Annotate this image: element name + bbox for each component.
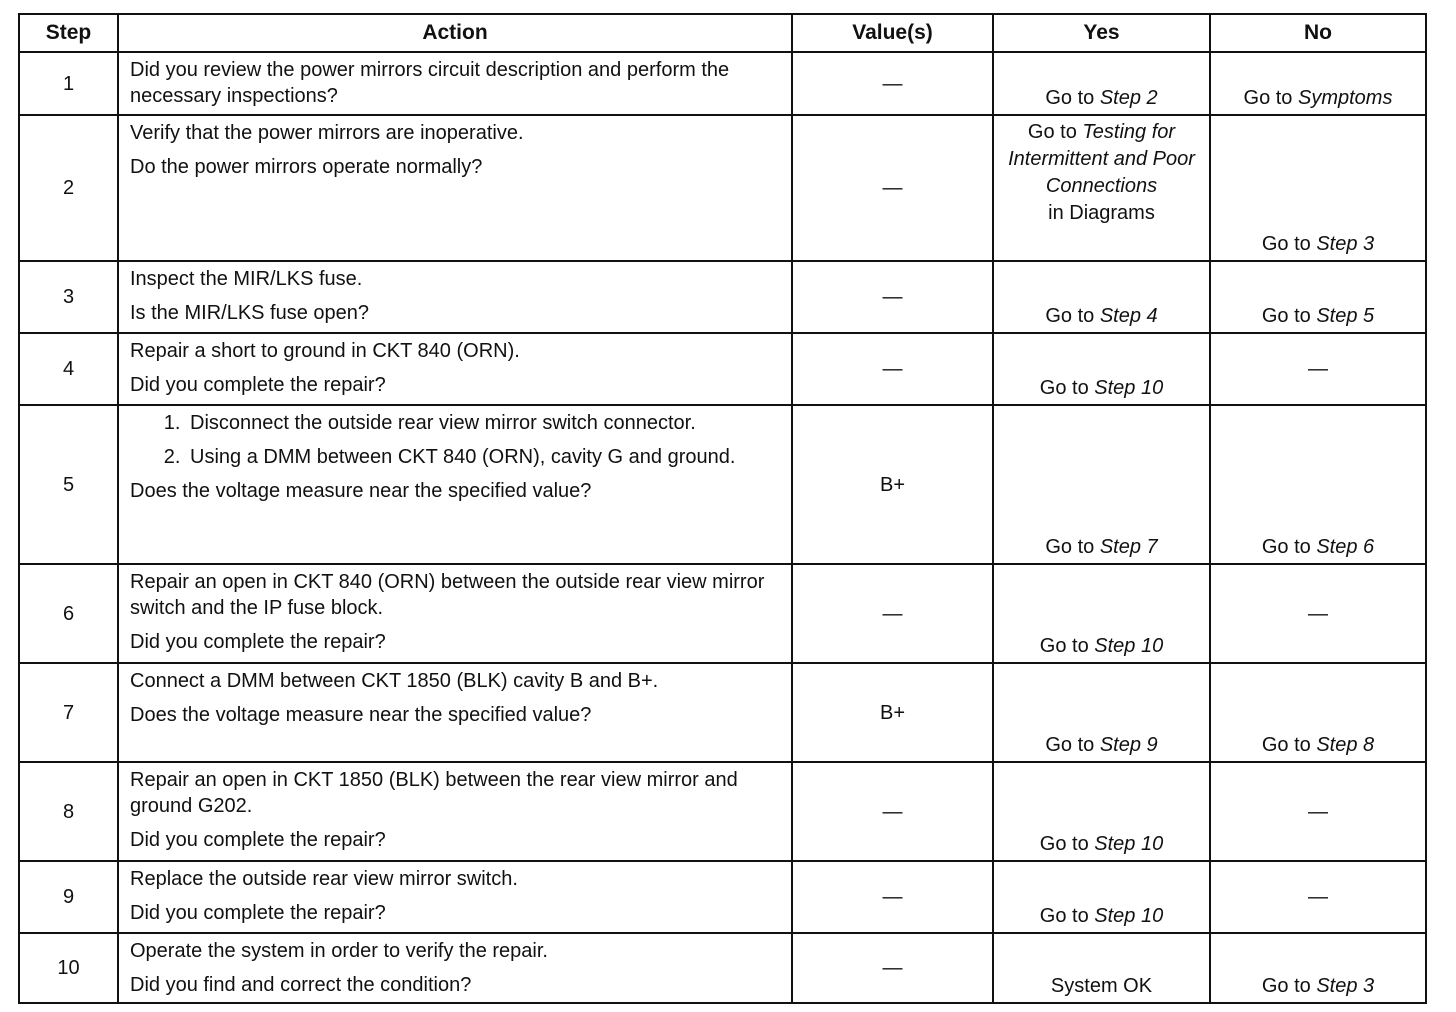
no-cell	[1210, 564, 1426, 663]
action-cell	[118, 333, 792, 405]
goto-prefix: Go to	[1261, 975, 1311, 997]
goto-prefix: Go to	[1039, 635, 1089, 657]
value-cell: —	[792, 564, 993, 663]
value-cell: —	[792, 762, 993, 861]
diagnostic-table-container	[18, 13, 1427, 1004]
table-row	[19, 762, 1426, 861]
list-item: 1. Disconnect the outside rear view mirror switch connector.	[186, 410, 781, 436]
goto-target: Step 10	[1094, 635, 1164, 657]
no-cell	[1210, 933, 1426, 1003]
header-step: Step	[19, 14, 118, 52]
yes-cell	[993, 405, 1210, 564]
yes-cell	[993, 663, 1210, 762]
list-item: 2. Using a DMM between CKT 840 (ORN), cavity G and ground.	[186, 444, 781, 470]
action-cell	[118, 261, 792, 333]
action-cell	[118, 861, 792, 933]
table-row	[19, 115, 1426, 261]
step-number: 7	[19, 663, 118, 762]
action-cell	[118, 933, 792, 1003]
no-cell	[1210, 52, 1426, 115]
yes-cell	[993, 564, 1210, 663]
diagnostic-table	[18, 13, 1427, 1004]
action-question: Did you complete the repair?	[130, 829, 386, 851]
goto-target: Step 7	[1099, 536, 1158, 558]
no-cell	[1210, 663, 1426, 762]
table-row	[19, 333, 1426, 405]
no-cell	[1210, 762, 1426, 861]
action-text: Verify that the power mirrors are inoperative.	[130, 122, 524, 144]
goto-target: Step 10	[1094, 377, 1164, 399]
action-text: Repair an open in CKT 1850 (BLK) between the rear view mirror and ground G202.	[130, 769, 738, 817]
action-question: Does the voltage measure near the specified value?	[130, 480, 592, 502]
value-cell: —	[792, 52, 993, 115]
goto-prefix: Go to	[1261, 536, 1311, 558]
goto-prefix: Go to	[1243, 87, 1293, 109]
table-row	[19, 261, 1426, 333]
no-value: —	[1308, 886, 1328, 908]
goto-prefix: Go to	[1027, 121, 1077, 143]
header-values: Value(s)	[792, 14, 993, 52]
action-question: Did you complete the repair?	[130, 374, 386, 396]
action-question: Did you complete the repair?	[130, 631, 386, 653]
goto-target: Step 9	[1099, 734, 1158, 756]
step-number: 9	[19, 861, 118, 933]
goto-target: Step 3	[1316, 975, 1375, 997]
goto-prefix: Go to	[1045, 87, 1095, 109]
goto-suffix: in Diagrams	[1048, 202, 1155, 224]
step-number: 10	[19, 933, 118, 1003]
no-cell	[1210, 861, 1426, 933]
step-number: 2	[19, 115, 118, 261]
step-number: 8	[19, 762, 118, 861]
table-row	[19, 663, 1426, 762]
no-cell	[1210, 115, 1426, 261]
goto-target: Step 6	[1316, 536, 1375, 558]
no-value: —	[1308, 358, 1328, 380]
step-number: 4	[19, 333, 118, 405]
goto-prefix: Go to	[1261, 734, 1311, 756]
action-cell	[118, 762, 792, 861]
goto-target: Step 10	[1094, 905, 1164, 927]
goto-target: Step 2	[1099, 87, 1158, 109]
yes-cell	[993, 933, 1210, 1003]
action-question: Did you complete the repair?	[130, 902, 386, 924]
yes-cell	[993, 861, 1210, 933]
table-row	[19, 933, 1426, 1003]
table-row	[19, 564, 1426, 663]
action-text: Replace the outside rear view mirror switch.	[130, 868, 518, 890]
action-text: Inspect the MIR/LKS fuse.	[130, 268, 363, 290]
value-cell: —	[792, 333, 993, 405]
action-question: Do the power mirrors operate normally?	[130, 156, 483, 178]
header-action: Action	[118, 14, 792, 52]
action-question: Did you find and correct the condition?	[130, 974, 472, 996]
yes-cell	[993, 762, 1210, 861]
value-cell: —	[792, 933, 993, 1003]
action-cell	[118, 564, 792, 663]
yes-cell	[993, 115, 1210, 261]
action-steps-list	[130, 410, 781, 470]
table-row	[19, 52, 1426, 115]
goto-target: Step 4	[1099, 305, 1158, 327]
goto-prefix: Go to	[1039, 377, 1089, 399]
no-cell	[1210, 333, 1426, 405]
goto-prefix: Go to	[1261, 305, 1311, 327]
action-cell	[118, 405, 792, 564]
goto-prefix: Go to	[1045, 305, 1095, 327]
header-row	[19, 14, 1426, 52]
value-cell: —	[792, 261, 993, 333]
goto-target: Step 10	[1094, 833, 1164, 855]
goto-target: Step 8	[1316, 734, 1375, 756]
step-number: 6	[19, 564, 118, 663]
goto-prefix: Go to	[1039, 905, 1089, 927]
goto-target: Step 3	[1316, 233, 1375, 255]
yes-cell	[993, 52, 1210, 115]
value-cell: —	[792, 861, 993, 933]
value-cell: B+	[792, 663, 993, 762]
step-number: 3	[19, 261, 118, 333]
goto-prefix: Go to	[1261, 233, 1311, 255]
action-text: Repair an open in CKT 840 (ORN) between the outside rear view mirror switch and the IP fuse block.	[130, 571, 765, 619]
action-question: Is the MIR/LKS fuse open?	[130, 302, 370, 324]
no-cell	[1210, 261, 1426, 333]
action-text: Connect a DMM between CKT 1850 (BLK) cavity B and B+.	[130, 670, 659, 692]
yes-cell	[993, 261, 1210, 333]
table-row	[19, 405, 1426, 564]
header-no: No	[1210, 14, 1426, 52]
step-number: 5	[19, 405, 118, 564]
yes-value: System OK	[1050, 975, 1153, 997]
yes-cell	[993, 333, 1210, 405]
goto-prefix: Go to	[1039, 833, 1089, 855]
action-text: Operate the system in order to verify the repair.	[130, 940, 548, 962]
action-cell	[118, 52, 792, 115]
goto-target: Step 5	[1316, 305, 1375, 327]
step-number: 1	[19, 52, 118, 115]
header-yes: Yes	[993, 14, 1210, 52]
action-text: Did you review the power mirrors circuit description and perform the necessary inspections?	[130, 59, 730, 107]
goto-target: Symptoms	[1298, 87, 1393, 109]
no-value: —	[1308, 800, 1328, 823]
table-row	[19, 861, 1426, 933]
action-cell	[118, 663, 792, 762]
no-cell	[1210, 405, 1426, 564]
no-value: —	[1308, 602, 1328, 625]
action-question: Does the voltage measure near the specified value?	[130, 704, 592, 726]
action-text: Repair a short to ground in CKT 840 (ORN).	[130, 340, 520, 362]
value-cell: B+	[792, 405, 993, 564]
value-cell: —	[792, 115, 993, 261]
action-cell	[118, 115, 792, 261]
goto-prefix: Go to	[1045, 734, 1095, 756]
goto-target: Testing for Intermittent and Poor Connections	[1008, 121, 1195, 197]
goto-prefix: Go to	[1045, 536, 1095, 558]
